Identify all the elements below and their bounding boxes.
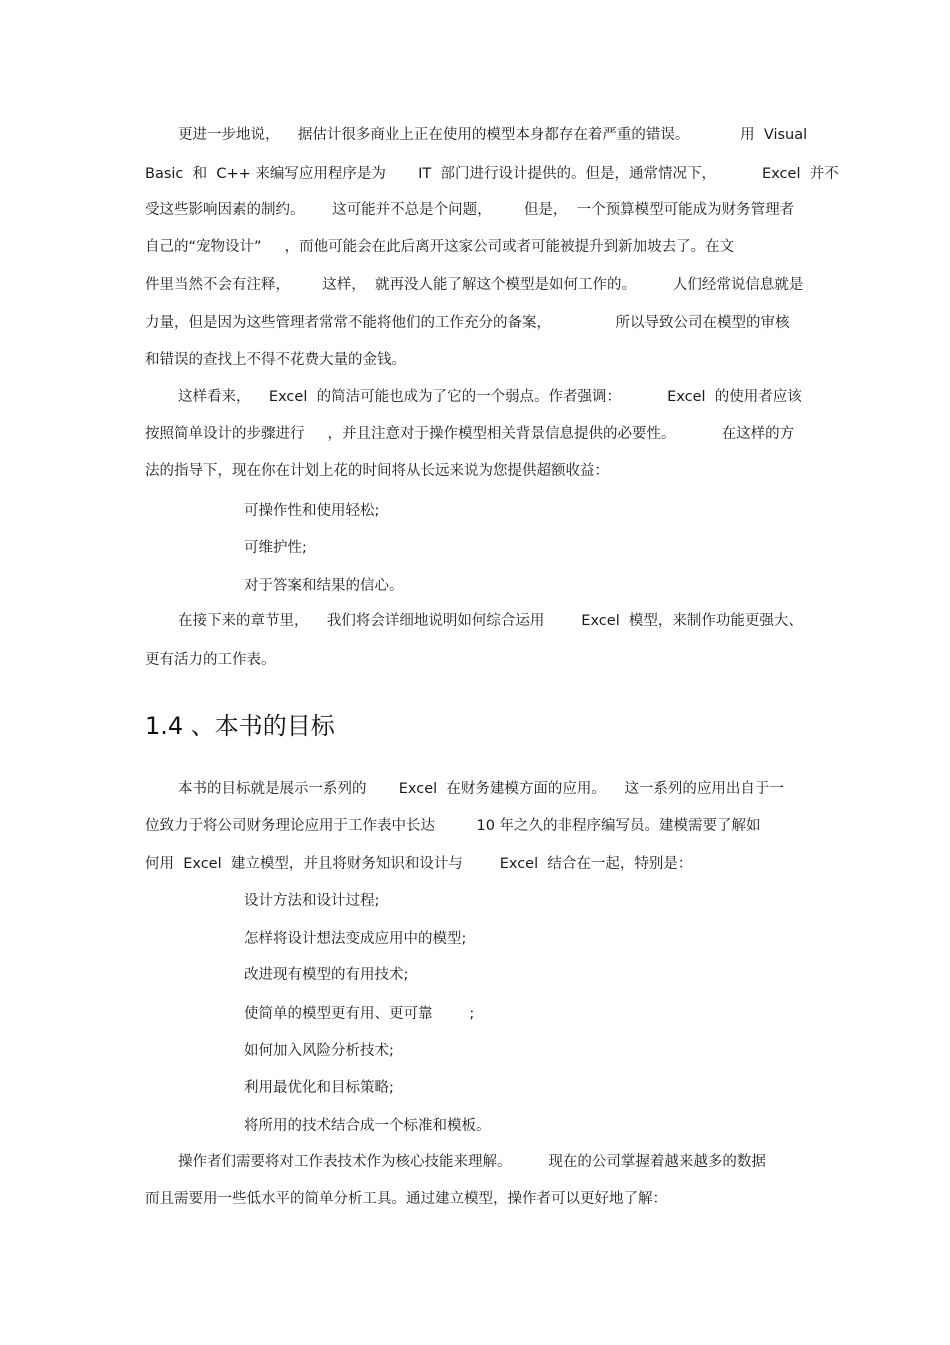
list-item: 对于答案和结果的信心。 [244,578,404,594]
paragraph-line: 在接下来的章节里， 我们将会详细地说明如何综合运用 Excel 模型，来制作功能更强大、 [178,613,803,629]
paragraph-line: 更进一步地说， 据估计很多商业上正在使用的模型本身都存在着严重的错误。 用 Visual [178,127,808,143]
paragraph-line: 按照简单设计的步骤进行 ，并且注意对于操作模型相关背景信息提供的必要性。 在这样的方 [145,426,795,442]
paragraph-line: 受这些影响因素的制约。 这可能并不总是个问题， 但是， 一个预算模型可能成为财务管理者 [145,202,795,218]
list-item: 使简单的模型更有用、更可靠 ; [244,1006,475,1022]
paragraph-line: 和错误的查找上不得不花费大量的金钱。 [145,352,406,368]
paragraph-line: 操作者们需要将对工作表技术作为核心技能来理解。 现在的公司掌握着越来越多的数据 [178,1154,766,1170]
list-item: 可维护性; [244,540,307,556]
list-item: 怎样将设计想法变成应用中的模型; [244,931,467,947]
list-item: 可操作性和使用轻松; [244,503,380,519]
list-item: 改进现有模型的有用技术; [244,967,409,983]
list-item: 利用最优化和目标策略; [244,1080,394,1096]
paragraph-line: 这样看来， Excel 的简洁可能也成为了它的一个弱点。作者强调： Excel 的使用者应该 [178,389,802,405]
paragraph-line: 自己的“宠物设计” ，而他可能会在此后离开这家公司或者可能被提升到新加坡去了。在文 [145,239,735,255]
paragraph-line: 位致力于将公司财务理论应用于工作表中长达 10 年之久的非程序编写员。建模需要了解如 [145,818,761,834]
paragraph-line: 更有活力的工作表。 [145,652,276,668]
section-heading: 1.4 、本书的目标 [145,712,335,740]
paragraph-line: 力量，但是因为这些管理者常常不能将他们的工作充分的备案， 所以导致公司在模型的审核 [145,315,790,331]
paragraph-line: 法的指导下，现在你在计划上花的时间将从长远来说为您提供超额收益： [145,463,609,479]
list-item: 如何加入风险分析技术; [244,1043,394,1059]
paragraph-line: 何用 Excel 建立模型，并且将财务知识和设计与 Excel 结合在一起，特别是： [145,856,693,872]
list-item: 设计方法和设计过程; [244,893,380,909]
paragraph-line: 件里当然不会有注释， 这样， 就再没人能了解这个模型是如何工作的。 人们经常说信息就是 [145,277,804,293]
paragraph-line: 而且需要用一些低水平的简单分析工具。通过建立模型，操作者可以更好地了解： [145,1191,667,1207]
paragraph-line: Basic 和 C++ 来编写应用程序是为 IT 部门进行设计提供的。但是，通常情况下， Excel 并不 [145,166,839,182]
list-item: 将所用的技术结合成一个标准和模板。 [244,1118,491,1134]
paragraph-line: 本书的目标就是展示一系列的 Excel 在财务建模方面的应用。 这一系列的应用出自于一 [178,781,784,797]
